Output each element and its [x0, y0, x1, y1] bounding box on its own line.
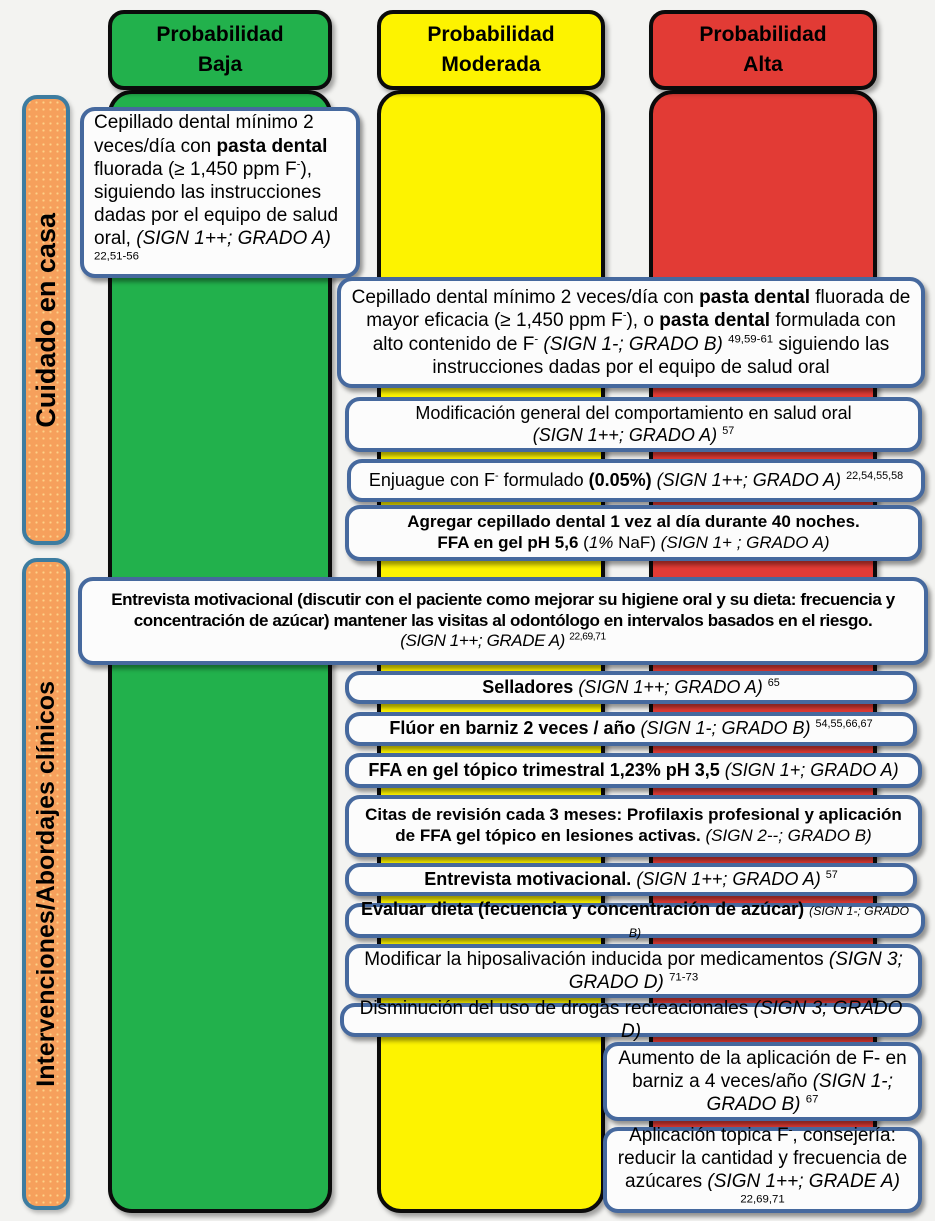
header-line1: Probabilidad	[427, 22, 555, 46]
header-line2: Baja	[197, 53, 243, 76]
box-evaluar-dieta: Evaluar dieta (fecuencia y concentración de azúcar) (SIGN 1-; GRADO B)	[345, 903, 925, 938]
header-line1: Probabilidad	[699, 22, 827, 46]
header-line2: Moderada	[441, 53, 541, 76]
box-aumento-barniz: Aumento de la aplicación de F- en barniz a 4 veces/año (SIGN 1-; GRADO B) $^{67}$	[603, 1042, 922, 1121]
box-selladores: Selladores (SIGN 1++; GRADO A) $^{65}$	[345, 671, 917, 704]
box-fluor-barniz: Flúor en barniz 2 veces / año (SIGN 1-; GRADO B) $^{54,55,66,67}$	[345, 712, 917, 746]
box-entrevista-motivacional-amplia: Entrevista motivacional (discutir con el paciente como mejorar su higiene oral y su dieta: frecuencia y concentración de azúcar) mantener las visitas al odontólogo en intervalos basados en el riesgo. (SIGN 1++; GRADE A) $^{22,69,71}$	[78, 577, 928, 665]
column-header-probabilidad-moderada	[377, 10, 605, 90]
row-label-intervenciones	[22, 558, 70, 1210]
box-citas-revision: Citas de revisión cada 3 meses: Profilaxis profesional y aplicación de FFA gel tópico en lesiones activas. (SIGN 2--; GRADO B)	[345, 795, 922, 857]
box-entrevista-motivacional: Entrevista motivacional. (SIGN 1++; GRADO A) $^{57}$	[345, 863, 917, 896]
row-label-cuidado-en-casa	[22, 95, 70, 545]
row-label-text: Cuidado en casa	[30, 212, 61, 428]
box-ffa-gel-trimestral: FFA en gel tópico trimestral 1,23% pH 3,5 (SIGN 1+; GRADO A)	[345, 753, 922, 788]
row-label-text: Intervenciones/Abordajes clínicos	[31, 681, 60, 1087]
column-header-probabilidad-alta	[649, 10, 877, 90]
box-cepillado-basico: Cepillado dental mínimo 2 veces/día con pasta dental fluorada (≥ 1,450 ppm F-), siguiendo las instrucciones dadas por el equipo de salud oral, (SIGN 1++; GRADO A) $^{22,51-56}$	[80, 107, 360, 278]
box-aplicacion-topica: Aplicación topica F-, consejería: reducir la cantidad y frecuencia de azúcares (SIGN 1++; GRADE A) $^{22,69,71}$	[603, 1127, 922, 1213]
box-ffa-gel-40-noches: Agregar cepillado dental 1 vez al día durante 40 noches. FFA en gel pH 5,6 (1% NaF) (SIGN 1+ ; GRADO A)	[345, 505, 922, 561]
box-modificacion-comportamiento: Modificación general del comportamiento en salud oral (SIGN 1++; GRADO A) $^{57}$	[345, 397, 922, 452]
box-hiposalivacion: Modificar la hiposalivación inducida por medicamentos (SIGN 3; GRADO D) $^{71-73}$	[345, 944, 922, 998]
box-drogas-recreacionales: Disminución del uso de drogas recreacionales (SIGN 3; GRADO D)	[340, 1003, 922, 1037]
box-enjuague-fluor: Enjuague con F- formulado (0.05%) (SIGN 1++; GRADO A) $^{22,54,55,58}$	[347, 459, 925, 502]
column-header-probabilidad-baja	[108, 10, 332, 90]
header-line2: Alta	[743, 53, 783, 76]
box-cepillado-alta-eficacia: Cepillado dental mínimo 2 veces/día con pasta dental fluorada de mayor eficacia (≥ 1,450 ppm F-), o pasta dental formulada con alto contenido de F- (SIGN 1-; GRADO B) $^{49,59-61}$ siguiendo las instrucciones dadas por el equipo de salud oral	[337, 277, 925, 388]
header-line1: Probabilidad	[156, 22, 284, 46]
